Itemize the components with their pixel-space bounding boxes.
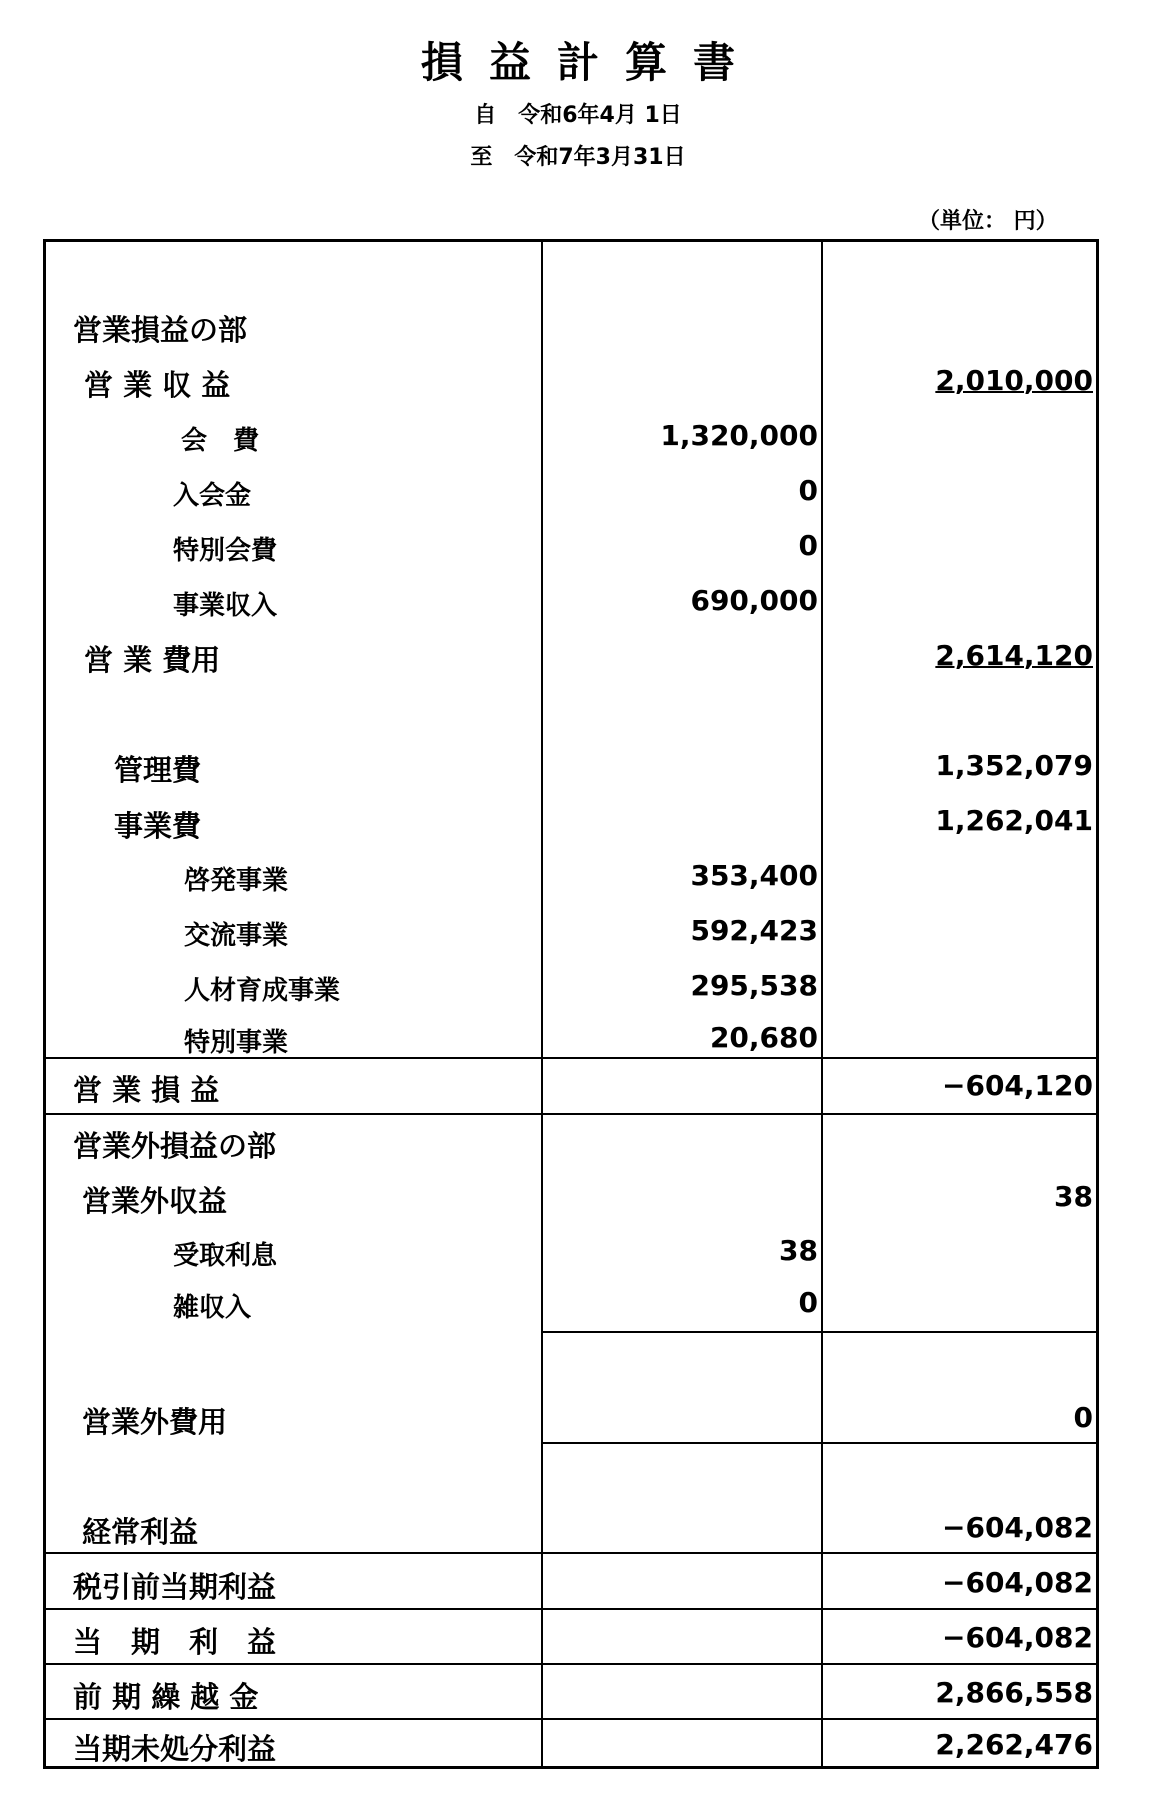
row-label: 特別事業 — [184, 1028, 289, 1058]
row-label: 雑収入 — [173, 1293, 252, 1323]
row-divider — [46, 1718, 1096, 1720]
row-label: 営 業 費用 — [84, 643, 221, 677]
row-label: 営 業 収 益 — [84, 368, 231, 402]
income-statement-table — [43, 239, 1099, 1769]
row-label: 当 期 利 益 — [73, 1625, 277, 1659]
row-label: 事業収入 — [173, 591, 278, 621]
row-label: 経常利益 — [82, 1515, 199, 1549]
row-label: 営業損益の部 — [73, 313, 248, 347]
row-value-total: 38 — [1054, 1180, 1093, 1213]
period-from: 自 令和6年4月 1日 — [474, 103, 682, 128]
row-value-total: 2,010,000 — [935, 364, 1093, 397]
row-divider — [541, 1442, 1096, 1444]
row-value-detail: 592,423 — [690, 914, 818, 947]
row-label: 営 業 損 益 — [73, 1073, 220, 1107]
period-to: 至 令和7年3月31日 — [470, 145, 686, 170]
row-divider — [541, 1331, 1096, 1333]
row-label: 交流事業 — [184, 921, 289, 951]
row-value-total: −604,120 — [942, 1069, 1093, 1102]
row-value-total: −604,082 — [942, 1566, 1093, 1599]
row-value-detail: 353,400 — [690, 859, 818, 892]
row-label: 税引前当期利益 — [73, 1570, 277, 1604]
row-value-total: −604,082 — [942, 1621, 1093, 1654]
row-label: 前 期 繰 越 金 — [73, 1680, 259, 1714]
row-label: 特別会費 — [173, 536, 278, 566]
row-value-total: 2,614,120 — [935, 639, 1093, 672]
row-value-detail: 295,538 — [690, 969, 818, 1002]
row-label: 啓発事業 — [184, 866, 289, 896]
row-divider — [46, 1552, 1096, 1554]
row-label: 営業外損益の部 — [73, 1129, 277, 1163]
row-value-detail: 0 — [798, 1286, 818, 1319]
row-label: 会 費 — [181, 426, 260, 456]
row-value-total: 0 — [1073, 1401, 1093, 1434]
row-label: 受取利息 — [173, 1241, 278, 1271]
row-label: 営業外費用 — [82, 1405, 228, 1439]
row-value-total: 2,262,476 — [935, 1728, 1093, 1761]
row-label: 管理費 — [114, 753, 202, 787]
row-divider — [46, 1608, 1096, 1610]
row-label: 入会金 — [173, 481, 252, 511]
row-value-detail: 0 — [798, 529, 818, 562]
row-label: 営業外収益 — [82, 1184, 228, 1218]
row-value-detail: 1,320,000 — [660, 419, 818, 452]
unit-label: （単位： 円） — [918, 209, 1058, 234]
row-value-total: 2,866,558 — [935, 1676, 1093, 1709]
row-divider — [46, 1113, 1096, 1115]
row-divider — [46, 1663, 1096, 1665]
row-value-total: −604,082 — [942, 1511, 1093, 1544]
row-value-total: 1,352,079 — [935, 749, 1093, 782]
row-label: 事業費 — [114, 809, 202, 843]
row-label: 当期未処分利益 — [73, 1732, 277, 1766]
document-title: 損益計算書 — [420, 38, 761, 87]
row-value-detail: 38 — [779, 1234, 818, 1267]
row-value-detail: 20,680 — [709, 1021, 818, 1054]
row-value-detail: 690,000 — [690, 584, 818, 617]
row-value-detail: 0 — [798, 474, 818, 507]
row-value-total: 1,262,041 — [935, 804, 1093, 837]
row-label: 人材育成事業 — [184, 976, 341, 1006]
